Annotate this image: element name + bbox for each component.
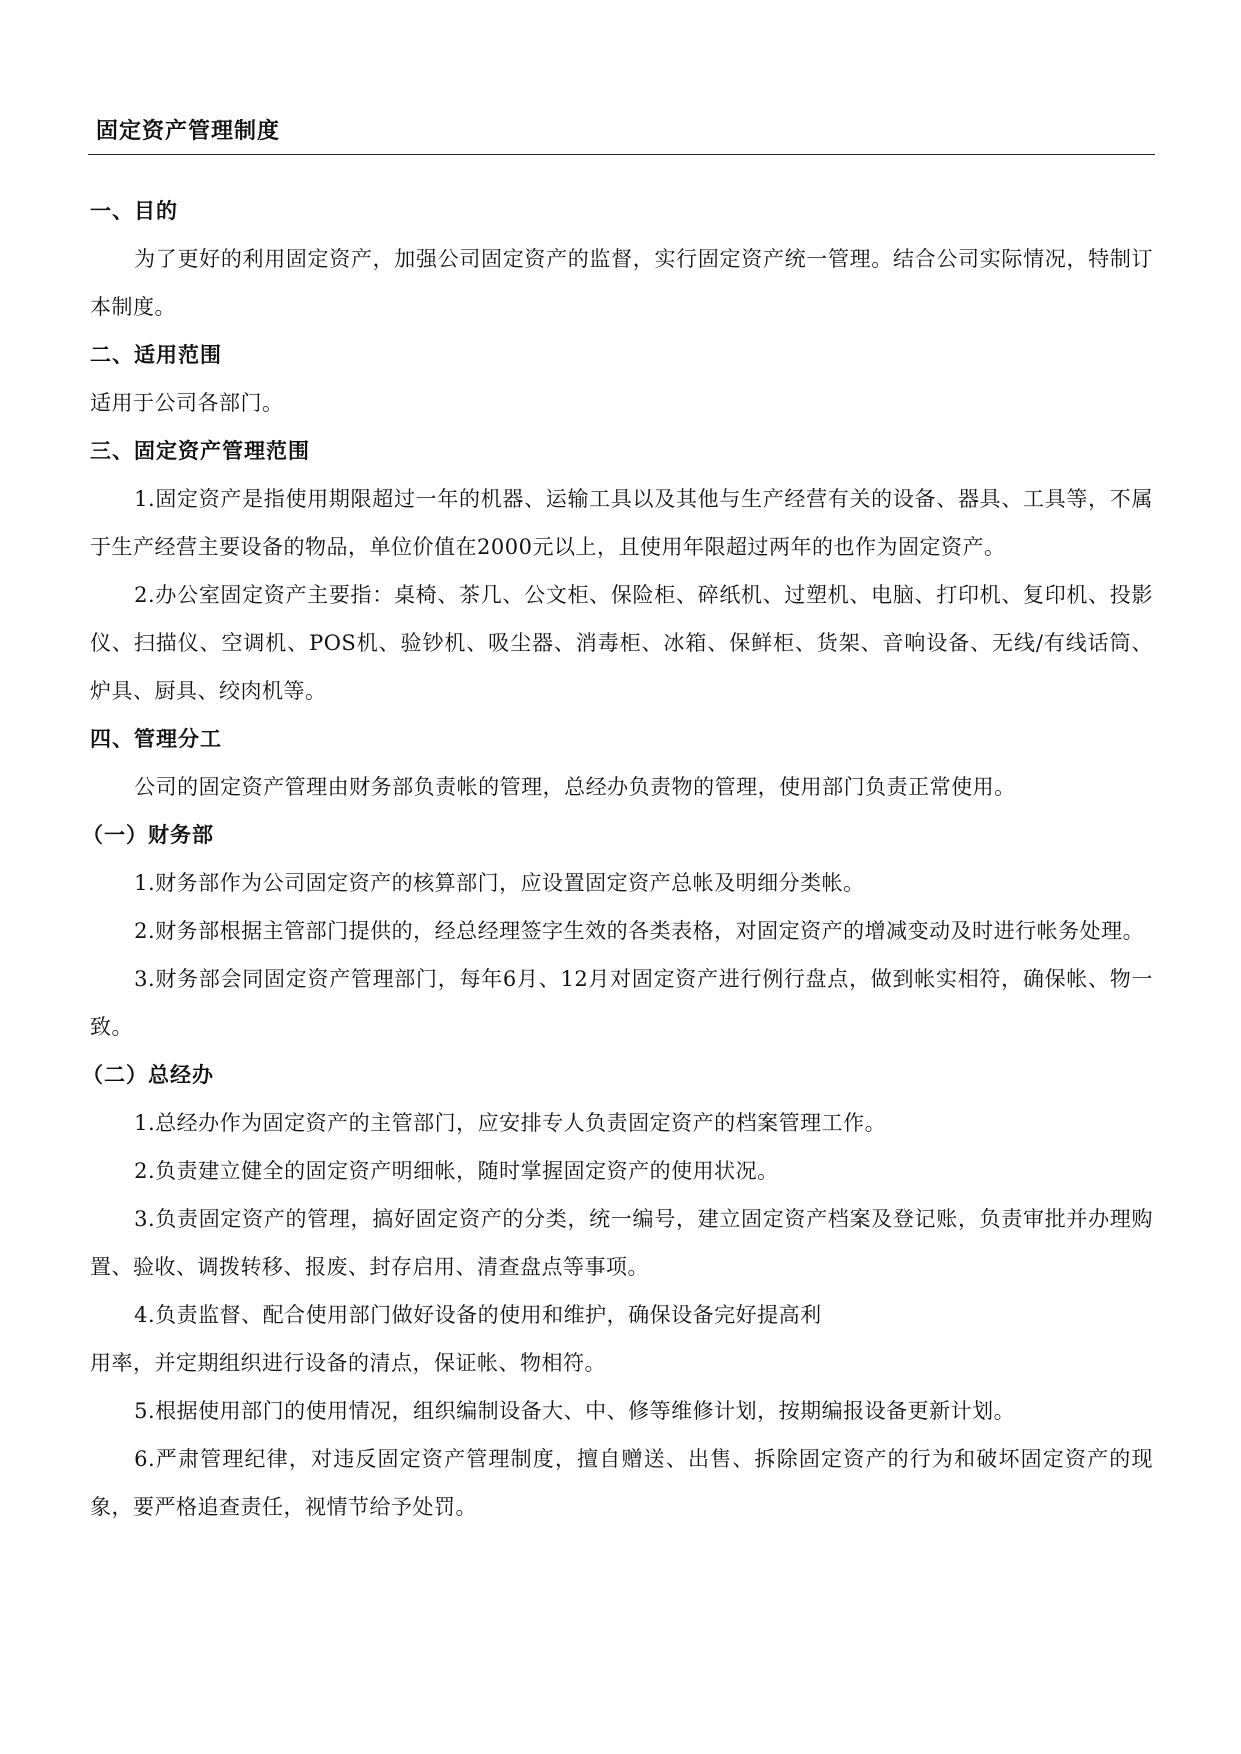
- paragraph-continuation: 用率，并定期组织进行设备的清点，保证帐、物相符。: [90, 1351, 606, 1375]
- paragraph: 为了更好的利用固定资产，加强公司固定资产的监督，实行固定资产统一管理。结合公司实际情况，特制订本制度。: [90, 247, 1153, 319]
- subsection-heading-finance: （一）财务部: [82, 823, 214, 847]
- section-heading-scope: 二、适用范围: [90, 343, 222, 367]
- section-heading-asset-range: 三、固定资产管理范围: [90, 439, 310, 463]
- document-header: [88, 118, 1155, 155]
- paragraph: 3.财务部会同固定资产管理部门，每年6月、12月对固定资产进行例行盘点，做到帐实相符，确保帐、物一致。: [90, 967, 1153, 1039]
- paragraph: 2.办公室固定资产主要指：桌椅、茶几、公文柜、保险柜、碎纸机、过塑机、电脑、打印机、复印机、投影仪、扫描仪、空调机、POS机、验钞机、吸尘器、消毒柜、冰箱、保鲜柜、货架、音响设备、无线/有线话筒、炉具、厨具、绞肉机等。: [90, 583, 1153, 703]
- paragraph: 1.固定资产是指使用期限超过一年的机器、运输工具以及其他与生产经营有关的设备、器具、工具等，不属于生产经营主要设备的物品，单位价值在2000元以上，且使用年限超过两年的也作为固定资产。: [90, 487, 1153, 559]
- paragraph: 6.严肃管理纪律，对违反固定资产管理制度，擅自赠送、出售、拆除固定资产的行为和破坏固定资产的现象，要严格追查责任，视情节给予处罚。: [90, 1447, 1153, 1519]
- paragraph: 2.负责建立健全的固定资产明细帐，随时掌握固定资产的使用状况。: [134, 1159, 779, 1183]
- paragraph: 4.负责监督、配合使用部门做好设备的使用和维护，确保设备完好提高利: [134, 1303, 822, 1327]
- paragraph: 1.总经办作为固定资产的主管部门，应安排专人负责固定资产的档案管理工作。: [134, 1111, 887, 1135]
- paragraph: 1.财务部作为公司固定资产的核算部门，应设置固定资产总帐及明细分类帐。: [134, 871, 865, 895]
- section-heading-division-of-duties: 四、管理分工: [90, 727, 222, 751]
- paragraph: 2.财务部根据主管部门提供的，经总经理签字生效的各类表格，对固定资产的增减变动及时进行帐务处理。: [134, 919, 1145, 943]
- paragraph: 5.根据使用部门的使用情况，组织编制设备大、中、修等维修计划，按期编报设备更新计划。: [134, 1399, 1016, 1423]
- paragraph: 适用于公司各部门。: [90, 391, 284, 415]
- paragraph: 3.负责固定资产的管理，搞好固定资产的分类，统一编号，建立固定资产档案及登记账，负责审批并办理购置、验收、调拨转移、报废、封存启用、清查盘点等事项。: [90, 1207, 1153, 1279]
- document-title: 固定资产管理制度: [96, 119, 281, 144]
- section-heading-purpose: 一、目的: [90, 199, 178, 223]
- subsection-heading-general-office: （二）总经办: [82, 1063, 214, 1087]
- document-body: [82, 187, 1153, 1531]
- paragraph: 公司的固定资产管理由财务部负责帐的管理，总经办负责物的管理，使用部门负责正常使用。: [134, 775, 1016, 799]
